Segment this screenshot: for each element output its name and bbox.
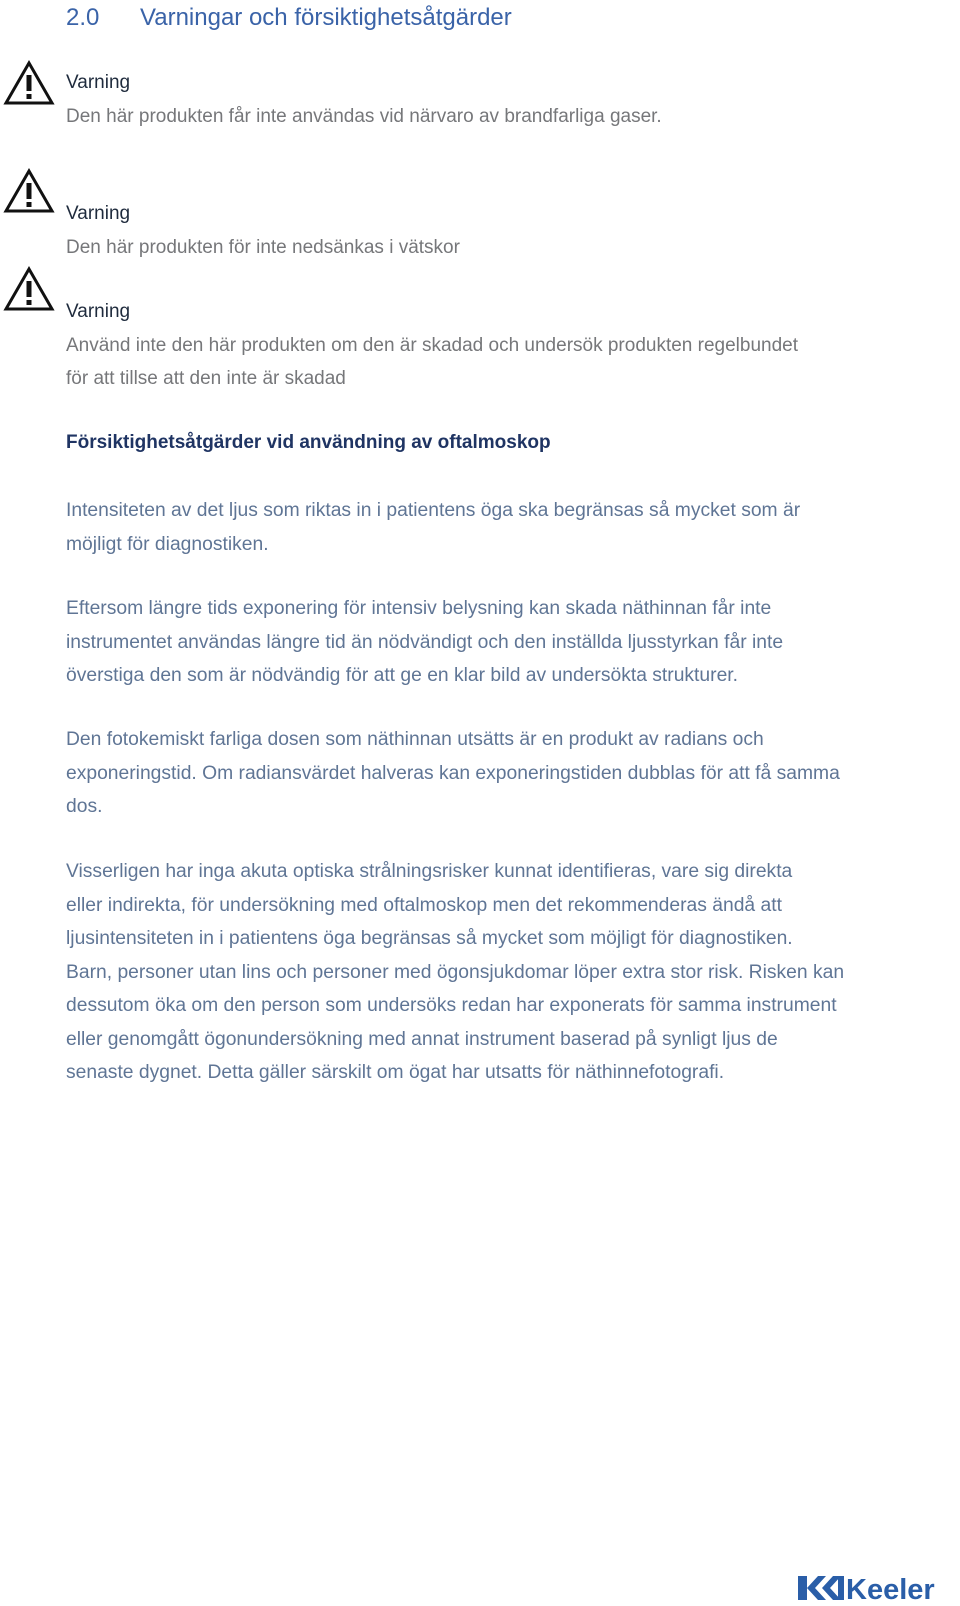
text-line: dos. <box>66 796 103 817</box>
section-heading <box>66 4 512 32</box>
warning-triangle-icon <box>3 60 55 106</box>
text-line: Eftersom längre tids exponering för intensiv belysning kan skada näthinnan får inte <box>66 598 772 619</box>
section-number: 2.0 <box>66 4 100 31</box>
text-line: eller genomgått ögonundersökning med annat instrument baserad på synligt ljus de <box>66 1028 778 1050</box>
warning-triangle-icon <box>3 168 55 214</box>
warning-text-line: för att tillse att den inte är skadad <box>66 368 346 389</box>
warning-triangle-icon <box>3 266 55 312</box>
text-line: senaste dygnet. Detta gäller särskilt om ögat har utsatts för näthinnefotografi. <box>66 1062 725 1083</box>
text-line: Den fotokemiskt farliga dosen som näthinnan utsätts är en produkt av radians och <box>66 729 764 750</box>
warning-title: Varning <box>66 203 131 224</box>
warning-text <box>66 329 946 395</box>
text-line: överstiga den som är nödvändig för att ge en klar bild av undersökta strukturer. <box>66 665 738 686</box>
text-line: exponeringstid. Om radiansvärdet halveras kan exponeringstiden dubblas för att få samma <box>66 762 840 784</box>
paragraph-4 <box>66 855 958 1090</box>
section-title: Varningar och försiktighetsåtgärder <box>140 4 512 31</box>
text-line: eller indirekta, för undersökning med oftalmoskop men det rekommenderas ändå att <box>66 894 782 916</box>
text-line: Intensiteten av det ljus som riktas in i patientens öga ska begränsas så mycket som är <box>66 500 801 521</box>
text-line: Barn, personer utan lins och personer med ögonsjukdomar löper extra stor risk. Risken kan <box>66 961 845 983</box>
logo-wordmark: Keeler <box>846 1574 935 1603</box>
text-line: Visserligen har inga akuta optiska strålningsrisker kunnat identifieras, vare sig direkta <box>66 861 793 882</box>
text-line: instrumentet användas längre tid än nödvändigt och den inställda ljusstyrkan får inte <box>66 631 784 653</box>
text-line: ljusintensiteten in i patientens öga begränsas så mycket som möjligt för diagnostiken. <box>66 928 793 949</box>
paragraph-2 <box>66 592 958 693</box>
paragraph-3 <box>66 723 958 824</box>
warning-text-line: Använd inte den här produkten om den är skadad och undersök produkten regelbundet <box>66 335 799 356</box>
precautions-heading: Försiktighetsåtgärder vid användning av oftalmoskop <box>66 432 551 453</box>
paragraph-1 <box>66 494 958 561</box>
warning-text: Den här produkten för inte nedsänkas i vätskor <box>66 237 460 258</box>
warning-title: Varning <box>66 301 131 322</box>
text-line: dessutom öka om den person som undersöks redan har exponerats för samma instrument <box>66 995 837 1016</box>
warning-text: Den här produkten får inte användas vid närvaro av brandfarliga gaser. <box>66 106 662 127</box>
text-line: möjligt för diagnostiken. <box>66 533 269 555</box>
warning-title: Varning <box>66 72 131 93</box>
keeler-logo <box>798 1573 956 1603</box>
